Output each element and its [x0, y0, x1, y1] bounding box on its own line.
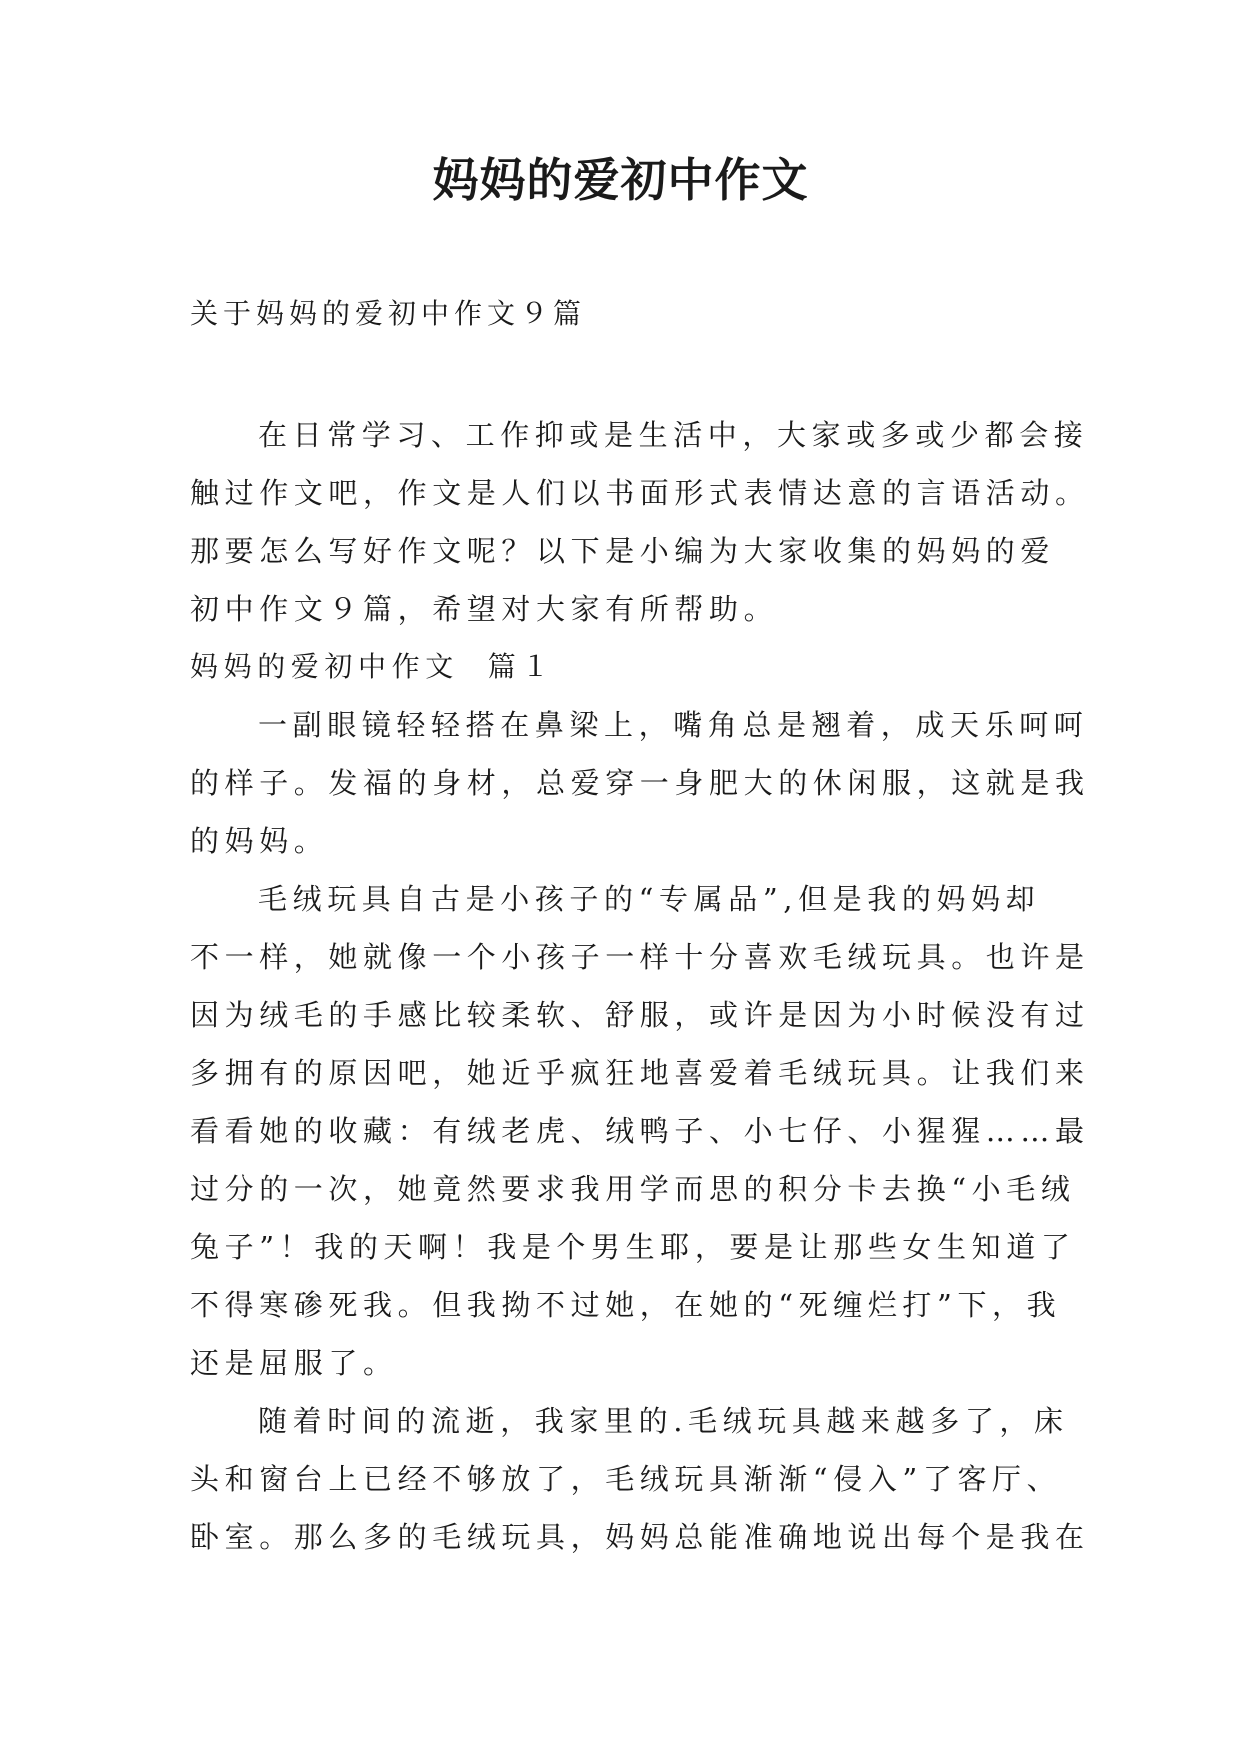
body-paragraph	[190, 696, 1090, 870]
text-line: 因为绒毛的手感比较柔软、舒服，或许是因为小时候没有过	[190, 998, 1090, 1032]
document-body	[190, 406, 1090, 1566]
text-line: 触过作文吧，作文是人们以书面形式表情达意的言语活动。	[190, 476, 1090, 510]
text-line: 看看她的收藏：有绒老虎、绒鸭子、小七仔、小猩猩……最	[190, 1114, 1090, 1148]
text-line: 卧室。那么多的毛绒玩具，妈妈总能准确地说出每个是我在	[190, 1520, 1090, 1554]
document-title: 妈妈的爱初中作文	[432, 153, 809, 207]
text-line: 多拥有的原因吧，她近乎疯狂地喜爱着毛绒玩具。让我们来	[190, 1056, 1090, 1090]
section-heading	[190, 638, 1070, 696]
document-subtitle: 关于妈妈的爱初中作文９篇	[190, 297, 587, 330]
text-line: 兔子”！我的天啊！我是个男生耶，要是让那些女生知道了	[190, 1230, 1076, 1264]
text-line: 的妈妈。	[190, 824, 329, 858]
text-line: 还是屈服了。	[190, 1346, 398, 1380]
text-line: 不得寒碜死我。但我拗不过她，在她的“死缠烂打”下，我	[190, 1288, 1062, 1322]
text-line: 不一样，她就像一个小孩子一样十分喜欢毛绒玩具。也许是	[190, 940, 1090, 974]
section-heading-text: 妈妈的爱初中作文 篇１	[190, 650, 556, 683]
text-line: 的样子。发福的身材，总爱穿一身肥大的休闲服，这就是我	[190, 766, 1090, 800]
text-line: 头和窗台上已经不够放了，毛绒玩具渐渐“侵入”了客厅、	[190, 1462, 1062, 1496]
text-line: 在日常学习、工作抑或是生活中，大家或多或少都会接	[258, 418, 1089, 452]
body-paragraph	[190, 870, 1090, 1392]
intro-paragraph	[190, 406, 1090, 638]
text-line: 过分的一次，她竟然要求我用学而思的积分卡去换“小毛绒	[190, 1172, 1076, 1206]
text-line: 一副眼镜轻轻搭在鼻梁上，嘴角总是翘着，成天乐呵呵	[258, 708, 1089, 742]
text-line: 毛绒玩具自古是小孩子的“专属品”,但是我的妈妈却	[258, 882, 1041, 916]
text-line: 初中作文９篇，希望对大家有所帮助。	[190, 592, 779, 626]
body-paragraph	[190, 1392, 1090, 1566]
text-line: 那要怎么写好作文呢？以下是小编为大家收集的妈妈的爱	[190, 534, 1056, 568]
text-line: 随着时间的流逝，我家里的.毛绒玩具越来越多了，床	[258, 1404, 1069, 1438]
